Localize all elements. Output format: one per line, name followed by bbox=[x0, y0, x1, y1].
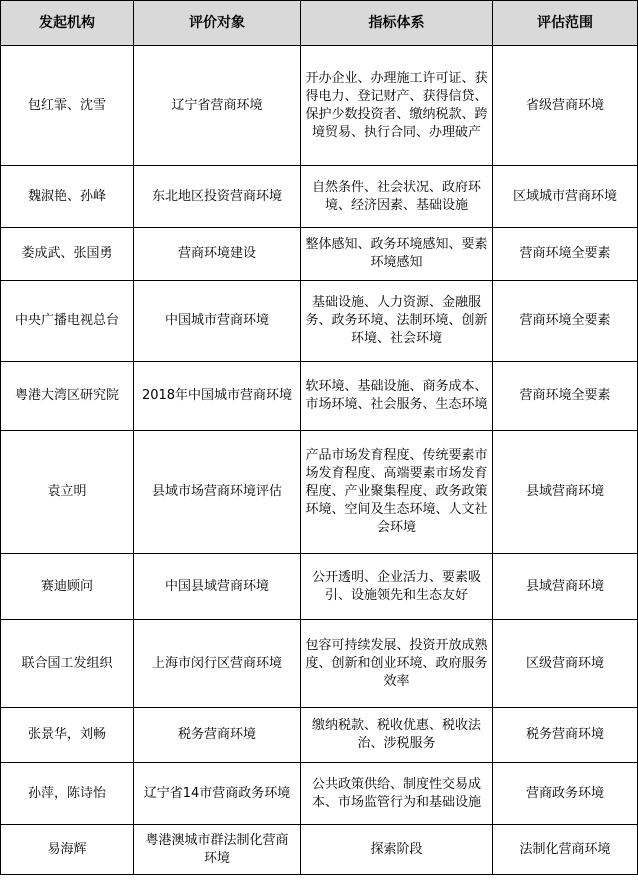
header-row bbox=[1, 1, 638, 46]
cell-org: 中央广播电视总台 bbox=[1, 281, 134, 362]
table-row bbox=[1, 228, 638, 281]
table-row bbox=[1, 431, 638, 554]
cell-scope: 税务营商环境 bbox=[493, 708, 638, 763]
table-row bbox=[1, 763, 638, 825]
header-indicators: 指标体系 bbox=[301, 1, 493, 46]
cell-org: 粤港大湾区研究院 bbox=[1, 362, 134, 431]
cell-indicators: 公共政策供给、制度性交易成本、市场监管行为和基础设施 bbox=[301, 763, 493, 825]
table-row bbox=[1, 46, 638, 166]
cell-scope: 县域营商环境 bbox=[493, 554, 638, 620]
cell-object: 中国城市营商环境 bbox=[134, 281, 301, 362]
cell-scope: 法制化营商环境 bbox=[493, 825, 638, 875]
cell-scope: 营商环境全要素 bbox=[493, 228, 638, 281]
cell-scope: 区级营商环境 bbox=[493, 620, 638, 708]
cell-object: 营商环境建设 bbox=[134, 228, 301, 281]
cell-scope: 省级营商环境 bbox=[493, 46, 638, 166]
cell-org: 孙萍，陈诗怡 bbox=[1, 763, 134, 825]
table-row bbox=[1, 281, 638, 362]
cell-indicators: 开办企业、办理施工许可证、获得电力、登记财产、获得信贷、保护少数投资者、缴纳税款、跨境贸易、执行合同、办理破产 bbox=[301, 46, 493, 166]
cell-object: 2018年中国城市营商环境 bbox=[134, 362, 301, 431]
header-org: 发起机构 bbox=[1, 1, 134, 46]
cell-org: 易海辉 bbox=[1, 825, 134, 875]
table-row bbox=[1, 620, 638, 708]
cell-scope: 营商政务环境 bbox=[493, 763, 638, 825]
cell-indicators: 包容可持续发展、投资开放成熟度、创新和创业环境、政府服务效率 bbox=[301, 620, 493, 708]
cell-org: 联合国工发组织 bbox=[1, 620, 134, 708]
cell-object: 辽宁省营商环境 bbox=[134, 46, 301, 166]
table-row bbox=[1, 166, 638, 228]
table-row bbox=[1, 708, 638, 763]
header-object: 评价对象 bbox=[134, 1, 301, 46]
cell-indicators: 基础设施、人力资源、金融服务、政务环境、法制环境、创新环境、社会环境 bbox=[301, 281, 493, 362]
cell-object: 上海市闵行区营商环境 bbox=[134, 620, 301, 708]
cell-org: 赛迪顾问 bbox=[1, 554, 134, 620]
cell-indicators: 产品市场发育程度、传统要素市场发育程度、高端要素市场发育程度、产业聚集程度、政务政策环境、空间及生态环境、人文社会环境 bbox=[301, 431, 493, 554]
cell-org: 包红霏、沈雪 bbox=[1, 46, 134, 166]
cell-indicators: 公开透明、企业活力、要素吸引、设施领先和生态友好 bbox=[301, 554, 493, 620]
cell-scope: 区域城市营商环境 bbox=[493, 166, 638, 228]
cell-object: 中国县域营商环境 bbox=[134, 554, 301, 620]
cell-indicators: 整体感知、政务环境感知、要素环境感知 bbox=[301, 228, 493, 281]
cell-object: 东北地区投资营商环境 bbox=[134, 166, 301, 228]
cell-indicators: 探索阶段 bbox=[301, 825, 493, 875]
cell-org: 魏淑艳、孙峰 bbox=[1, 166, 134, 228]
cell-object: 县域市场营商环境评估 bbox=[134, 431, 301, 554]
cell-org: 娄成武、张国勇 bbox=[1, 228, 134, 281]
table-row bbox=[1, 825, 638, 875]
header-scope: 评估范围 bbox=[493, 1, 638, 46]
cell-org: 袁立明 bbox=[1, 431, 134, 554]
cell-indicators: 软环境、基础设施、商务成本、市场环境、社会服务、生态环境 bbox=[301, 362, 493, 431]
cell-object: 粤港澳城市群法制化营商环境 bbox=[134, 825, 301, 875]
cell-indicators: 自然条件、社会状况、政府环境、经济因素、基础设施 bbox=[301, 166, 493, 228]
cell-object: 税务营商环境 bbox=[134, 708, 301, 763]
cell-org: 张景华，刘畅 bbox=[1, 708, 134, 763]
cell-scope: 营商环境全要素 bbox=[493, 362, 638, 431]
table-row bbox=[1, 362, 638, 431]
cell-scope: 营商环境全要素 bbox=[493, 281, 638, 362]
table-row bbox=[1, 554, 638, 620]
cell-object: 辽宁省14市营商政务环境 bbox=[134, 763, 301, 825]
cell-indicators: 缴纳税款、税收优惠、税收法治、涉税服务 bbox=[301, 708, 493, 763]
cell-scope: 县域营商环境 bbox=[493, 431, 638, 554]
